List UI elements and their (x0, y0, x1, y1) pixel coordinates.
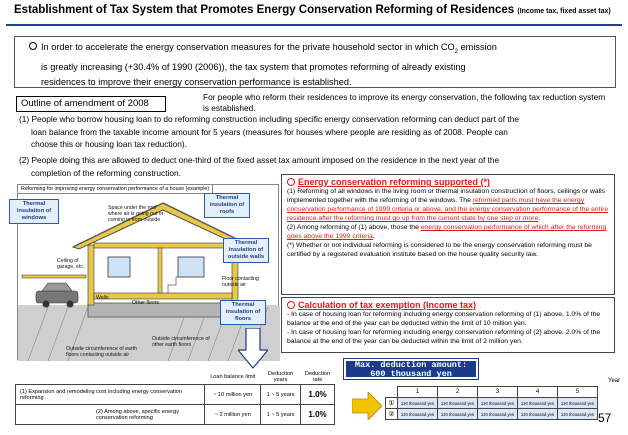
deduction-table (15, 370, 335, 425)
year-4: 4 (518, 387, 558, 398)
exemption-heading (287, 300, 609, 310)
year-row-2-label: ② (386, 409, 398, 420)
year-table (385, 386, 598, 420)
ceiling-insulation (94, 243, 232, 248)
supported-p2-red: energy conservation performance of which after the reforming goes above the 1999 criteria (287, 224, 607, 240)
year-3: 3 (478, 387, 518, 398)
intro-line-3: residences to improve their energy conservation performance is established. (41, 76, 352, 87)
year-2: 2 (438, 387, 478, 398)
intro-line-2: is greatly increasing (+30.4% of 1990 (2006)), the tax system that promotes reforming of already existing (41, 61, 466, 72)
supported-para-3: (*) Whether or not individual reforming is considered to be the energy conservation reforming must be certified by a registered evaluation institute based on the house quality security law. (287, 242, 592, 258)
year-cell: 120 thousand yen (518, 398, 558, 409)
row1-label: (1) Expansion and remodeling cost including energy conservation reforming (16, 385, 205, 405)
row2-label: (2) Among above, specific energy conservation reforming (16, 405, 205, 425)
row1-rate: 1.0% (301, 385, 335, 405)
foundation (88, 303, 238, 317)
co2-subscript: 2 (454, 48, 459, 55)
outline-description: For people who reform their residences to improve its energy conservation, the following tax reduction system is established. (203, 92, 606, 113)
year-cell: 120 thousand yen (478, 409, 518, 420)
year-cell: 120 thousand yen (438, 398, 478, 409)
intro-box (14, 36, 616, 88)
exemption-heading-text: Calculation of tax exemption (Income tax) (298, 300, 477, 310)
circle-o-icon (287, 178, 295, 186)
label-earth-floor-outside: Outside circumference of earth floors contacting outside air (66, 346, 137, 358)
year-5: 5 (558, 387, 598, 398)
label-floor-outside-air: Floor contacting outside air (222, 276, 259, 288)
callout-roofs: Thermal insulation of roofs (204, 193, 250, 218)
max-deduction-box (343, 358, 479, 380)
page-title (14, 4, 611, 16)
intro-text (41, 40, 609, 90)
item2-line2: completion of the reforming construction. (31, 167, 181, 178)
year-cell: 120 thousand yen (398, 398, 438, 409)
exemption-para-2: - In case of housing loan for reforming including energy conservation reforming of (2) above, 2.0% of the balance at the end of the year can be deducted within the limit of 2 million yen. (287, 329, 601, 345)
supported-p2-end: . (372, 233, 375, 240)
label-other-earth-floors: Outside circumference of other earth floors (152, 336, 210, 348)
row2-rate: 1.0% (301, 405, 335, 425)
exemption-para-1: - In case of housing loan for reforming including energy conservation reforming of (1) above, 1.0% of the balance at the end of the year can be deducted within the limit of 10 million yen. (287, 311, 601, 327)
page-number: 57 (598, 411, 612, 425)
left-wall (88, 245, 94, 305)
callout-outside-walls: Thermal insulation of outside walls (223, 238, 269, 263)
supported-para-2 (287, 223, 609, 241)
supported-para-1 (287, 187, 609, 223)
row2-years: 1 ~ 5 years (261, 405, 301, 425)
label-garage-ceiling: Ceiling of garage, etc. (57, 258, 85, 270)
circle-bullet-icon (29, 42, 37, 50)
callout-floors: Thermal insulation of floors (220, 300, 266, 325)
right-arrow-icon (352, 392, 382, 420)
partition (158, 248, 162, 293)
outline-item-1 (19, 113, 619, 151)
supported-box (281, 174, 615, 295)
table-header-row (16, 370, 335, 385)
title-main: Establishment of Tax System that Promotes Energy Conservation Reforming of Residences (14, 4, 515, 16)
header-deduction-years: Deduction years (267, 371, 294, 383)
max-deduction-inner (346, 361, 476, 377)
title-sub: (Income tax, fixed asset tax) (517, 8, 611, 15)
year-cell: 120 thousand yen (518, 409, 558, 420)
supported-heading-text: Energy conservation reforming supported (*) (298, 177, 491, 187)
year-cell: 120 thousand yen (558, 409, 598, 420)
label-other-floors: Other floors (132, 300, 160, 306)
year-row-1 (386, 398, 598, 409)
intro-line-1-end: emission (458, 42, 497, 52)
year-cell: 120 thousand yen (558, 398, 598, 409)
label-space-under-roof: Space under the roof where air is going out or coming in from outside (108, 205, 164, 223)
garage-ceiling (22, 275, 86, 278)
year-row-2 (386, 409, 598, 420)
car-icon (36, 283, 78, 308)
year-header-row (386, 387, 598, 398)
intro-line-1: In order to accelerate the energy conservation measures for the private household sector in which CO (41, 42, 455, 52)
header-loan-balance: Loan balance limit (210, 374, 256, 380)
circle-o-icon (287, 301, 295, 309)
row1-years: 1 ~ 5 years (261, 385, 301, 405)
header-deduction-rate: Deduction rate (304, 371, 331, 383)
item2-line1: (2) People doing this are allowed to deduct one-third of the fixed asset tax amount imposed on the residence in the next year of the (19, 155, 500, 165)
down-arrow-icon (238, 328, 268, 370)
item1-line2: loan balance from the taxable income amount for 5 years (measures for houses where people are residing as of 2008. People can (31, 126, 508, 137)
table-row (16, 385, 335, 405)
figure-caption: Reforming for improving energy conservation performance of a house (example) (17, 184, 213, 194)
exemption-box (281, 297, 615, 353)
window-right (178, 257, 204, 277)
label-walls: Walls (96, 295, 109, 301)
supported-p1-end: . (538, 215, 541, 222)
year-row-1-label: ① (386, 398, 398, 409)
outline-label: Outline of amendment of 2008 (16, 96, 166, 112)
callout-windows: Thermal insulation of windows (9, 199, 59, 224)
window-left (108, 257, 130, 277)
item1-line3: choose this or housing loan tax reduction). (31, 139, 187, 149)
supported-p2-a: (2) Among reforming of (1) above, those the (287, 224, 421, 231)
supported-p1-red: reformed parts must have the energy conservation performance of 1999 criteria or above, and the energy conservation performance of the entire residence after the reforming must go up from the current state by one step or more (287, 197, 609, 222)
max-deduction-line1: Max. deduction amount: (354, 360, 468, 370)
floor-insulation (94, 293, 232, 299)
max-deduction-line2: 600 thousand yen (370, 368, 452, 379)
year-cell: 120 thousand yen (398, 409, 438, 420)
supported-p1-a: (1) Reforming of all windows in the living room or thermal insulation construction of floors, ceilings or walls implemented together with the reforming of the windows. The (287, 188, 606, 204)
row1-limit: ~ 10 million yen (205, 385, 261, 405)
year-cell: 120 thousand yen (478, 398, 518, 409)
year-cell: 120 thousand yen (438, 409, 478, 420)
table-row (16, 405, 335, 425)
item1-line1: (1) People who borrow housing loan to do reforming construction including specific energy conservation reforming can deduct part of the (19, 114, 519, 124)
year-label: Year (608, 378, 621, 384)
row2-limit: ~ 2 million yen (205, 405, 261, 425)
year-1: 1 (398, 387, 438, 398)
supported-heading (287, 177, 609, 187)
